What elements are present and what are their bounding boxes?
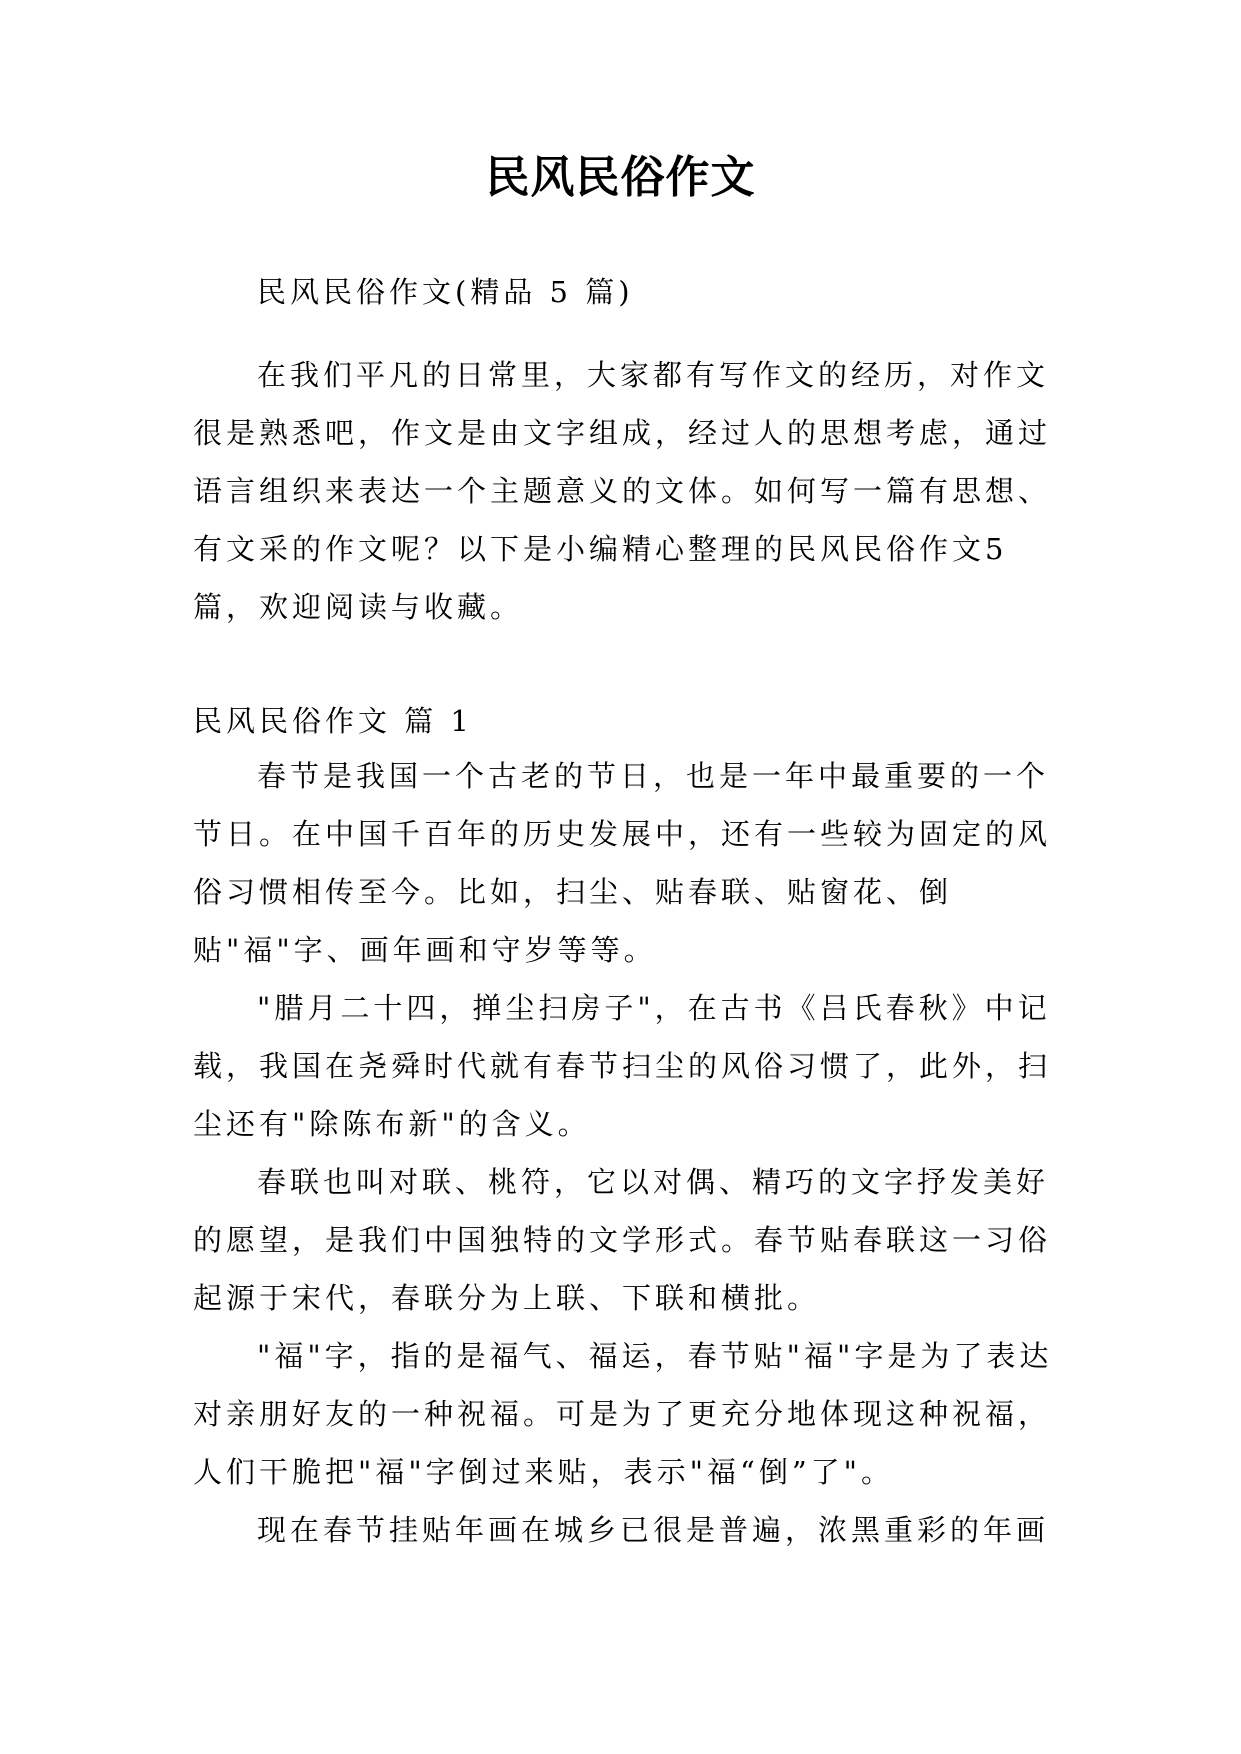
section-body [193, 747, 1073, 1559]
body-paragraph: "腊月二十四，掸尘扫房子"，在古书《吕氏春秋》中记载，我国在尧舜时代就有春节扫尘的风俗习惯了，此外，扫尘还有"除陈布新"的含义。 [193, 991, 1052, 1141]
body-paragraph: "福"字，指的是福气、福运，春节贴"福"字是为了表达对亲朋好友的一种祝福。可是为了更充分地体现这种祝福，人们干脆把"福"字倒过来贴，表示"福“倒”了"。 [193, 1339, 1053, 1489]
body-paragraph: 春节是我国一个古老的节日，也是一年中最重要的一个节日。在中国千百年的历史发展中，还有一些较为固定的风俗习惯相传至今。比如，扫尘、贴春联、贴窗花、倒贴"福"字、画年画和守岁等等。 [193, 759, 1052, 967]
document-subtitle: 民风民俗作文(精品 5 篇) [257, 275, 634, 309]
document-title: 民风民俗作文 [485, 152, 756, 203]
intro-paragraph: 在我们平凡的日常里，大家都有写作文的经历，对作文很是熟悉吧，作文是由文字组成，经过人的思想考虑，通过语言组织来表达一个主题意义的文体。如何写一篇有思想、有文采的作文呢？以下是小编精心整理的民风民俗作文5篇，欢迎阅读与收藏。 [193, 358, 1052, 624]
body-paragraph: 现在春节挂贴年画在城乡已很是普遍，浓黑重彩的年画 [257, 1513, 1050, 1547]
body-paragraph: 春联也叫对联、桃符，它以对偶、精巧的文字抒发美好的愿望，是我们中国独特的文学形式。春节贴春联这一习俗起源于宋代，春联分为上联、下联和横批。 [193, 1165, 1052, 1315]
section-heading: 民风民俗作文 篇 1 [193, 704, 473, 738]
intro-block [193, 346, 1073, 636]
